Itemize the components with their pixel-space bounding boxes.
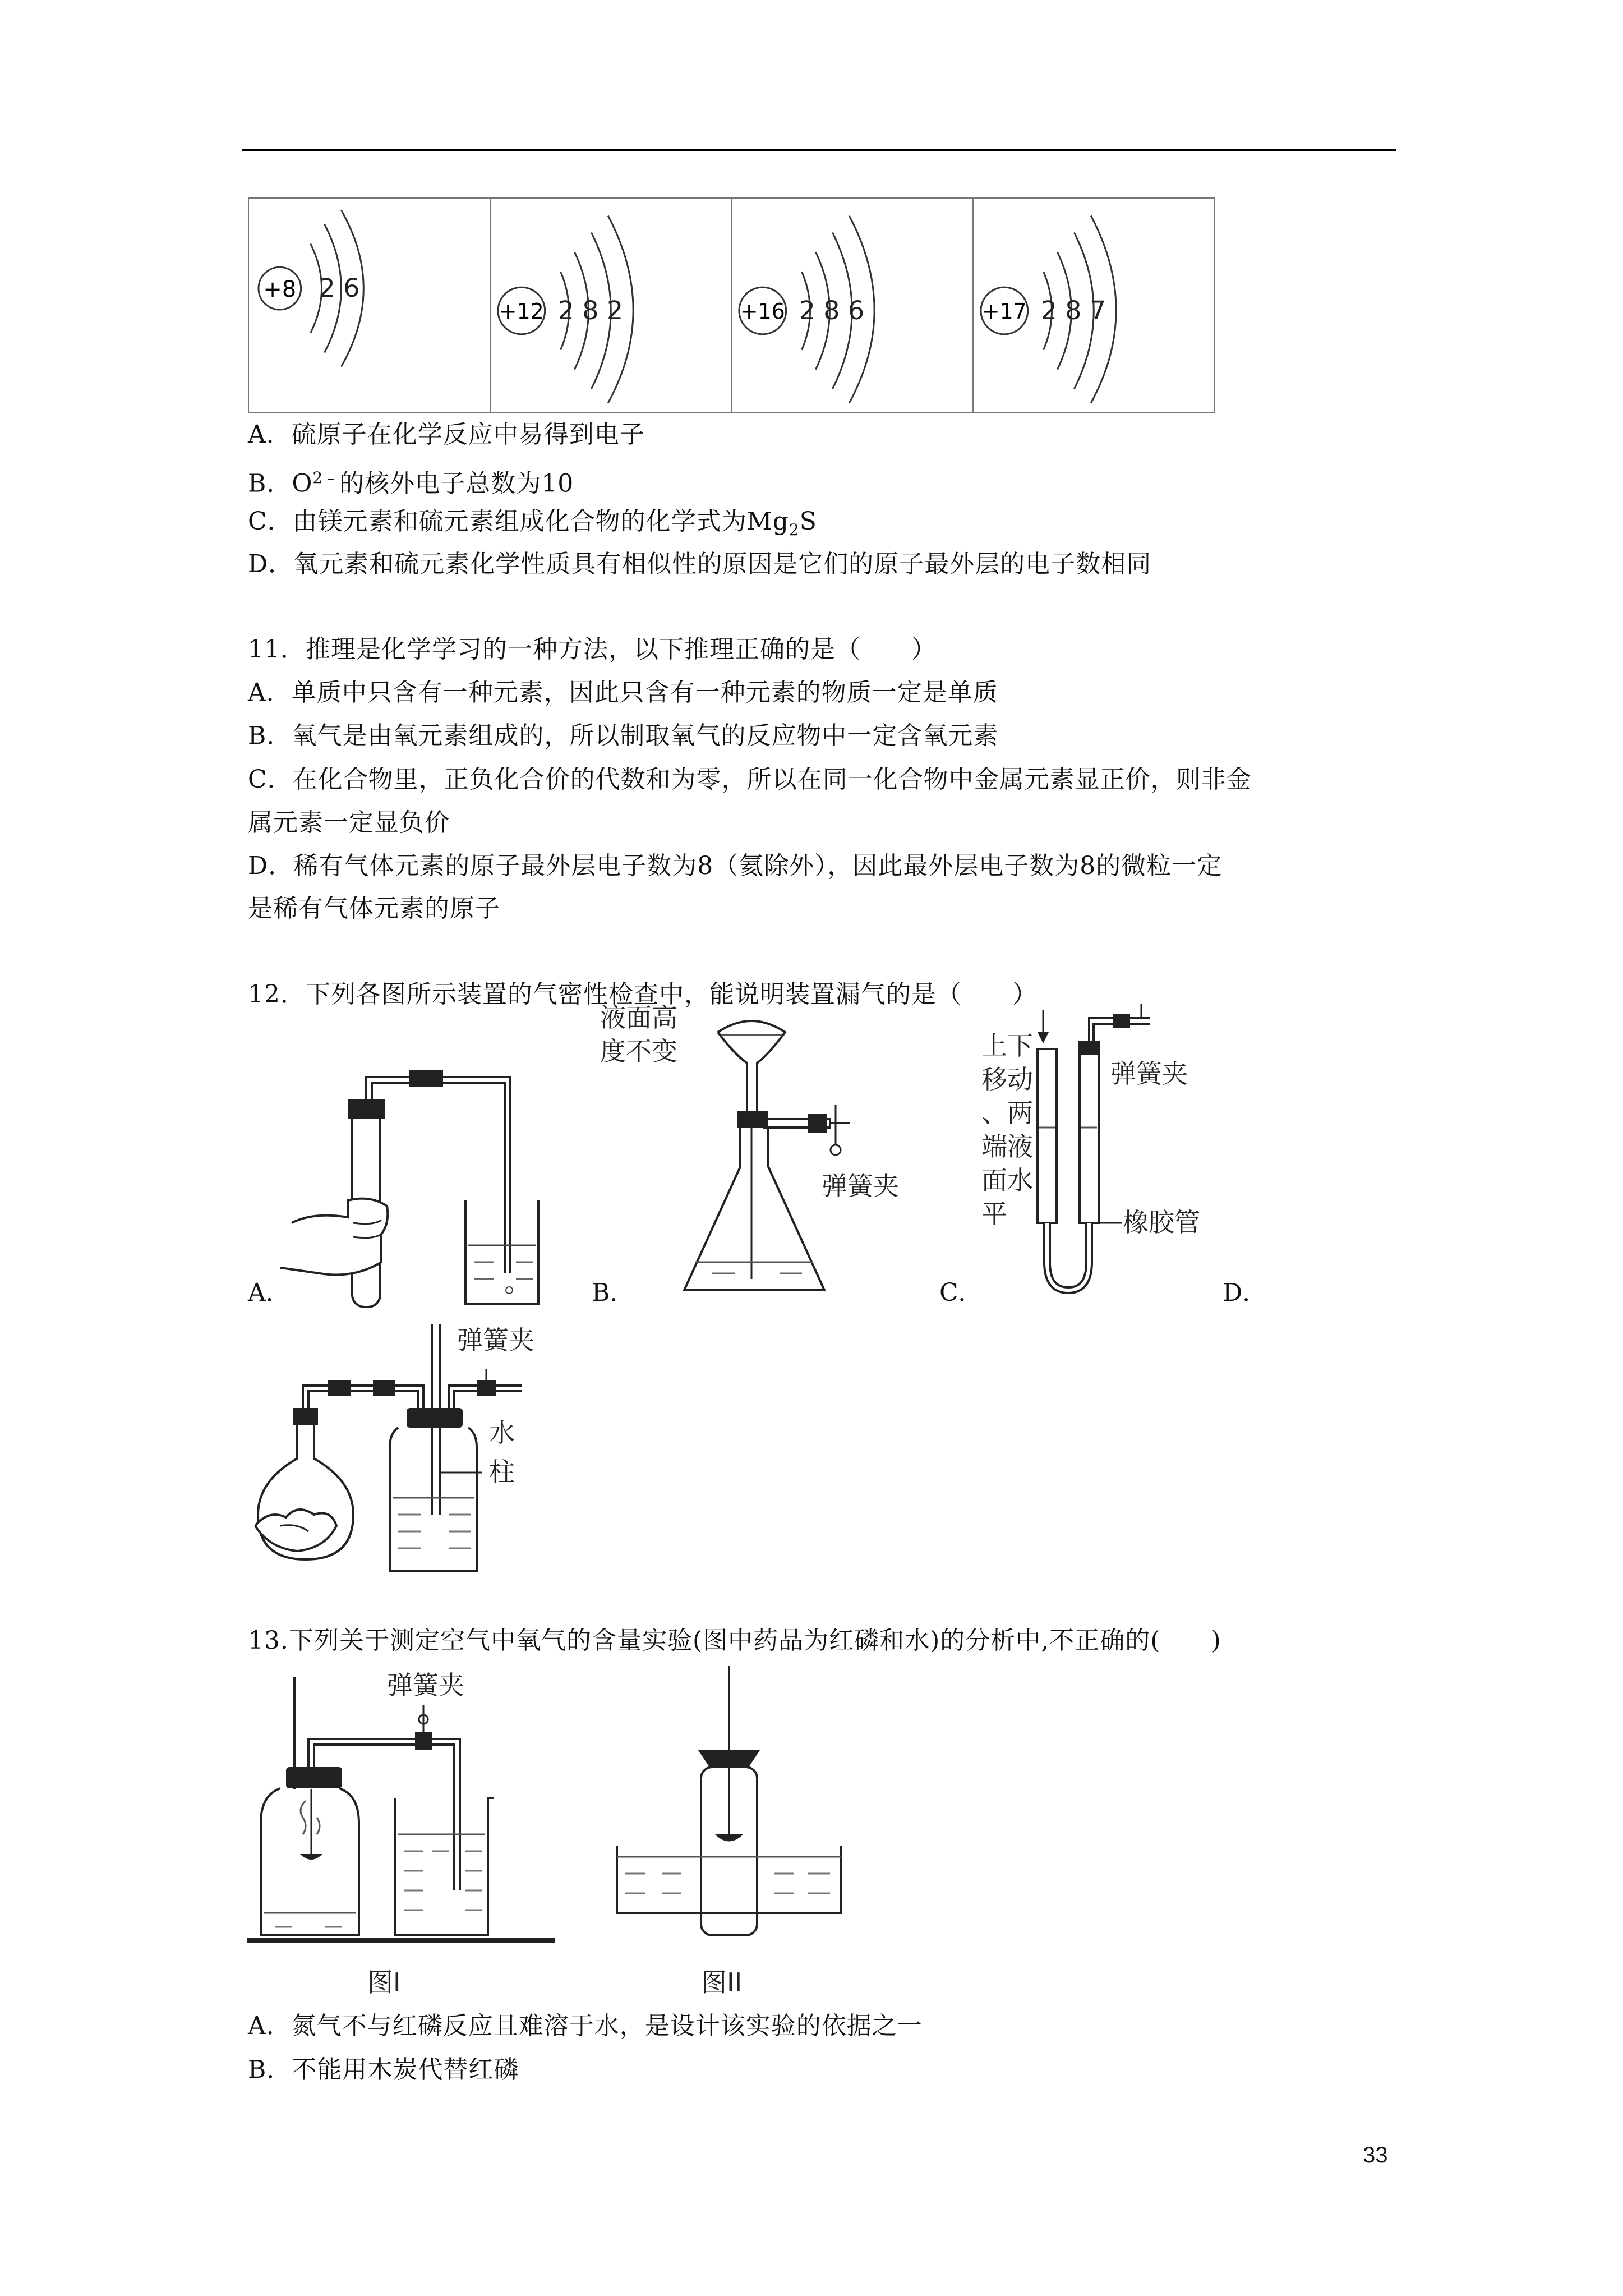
q12-b-clip-label: 弹簧夹 xyxy=(822,1171,899,1201)
q11-option-b: B．氧气是由氧元素组成的，所以制取氧气的反应物中一定含氧元素 xyxy=(248,721,999,750)
q12-c-label-3: 、两 xyxy=(981,1098,1033,1128)
electron-shells: 2 8 7 xyxy=(1040,295,1106,325)
q12-b-label-line1: 液面高 xyxy=(600,1002,677,1033)
electron-shells: 2 8 6 xyxy=(799,295,865,325)
q12-figure-b xyxy=(600,999,937,1313)
electron-shells: 2 6 xyxy=(319,273,360,303)
q12-c-label-1: 上下 xyxy=(981,1030,1033,1061)
q12-figure-a xyxy=(269,1055,561,1313)
header-rule xyxy=(242,149,1396,151)
q12-c-label-2: 移动 xyxy=(981,1064,1033,1094)
q11-option-d-line2: 是稀有气体元素的原子 xyxy=(248,894,500,923)
q11-option-c-line1: C．在化合物里，正负化合价的代数和为零，所以在同一化合物中金属元素显正价，则非金 xyxy=(248,765,1252,794)
atom-diagram-sulfur xyxy=(732,199,972,412)
electron-shells: 2 8 2 xyxy=(557,295,623,325)
q12-c-label-5: 面水 xyxy=(981,1165,1033,1195)
q11-option-a: A．单质中只含有一种元素，因此只含有一种元素的物质一定是单质 xyxy=(248,678,998,707)
q12-option-d-label: D． xyxy=(1223,1278,1267,1307)
q13-figure-1-caption: 图I xyxy=(367,1967,401,1998)
q10-option-c: C．由镁元素和硫元素组成化合物的化学式为$Mg_2S$ xyxy=(248,507,817,539)
q12-c-tube-label: 橡胶管 xyxy=(1123,1207,1200,1237)
atom-cell-oxygen xyxy=(249,199,491,412)
q13-figure-1 xyxy=(247,1666,583,2003)
q12-b-label-line2: 度不变 xyxy=(600,1036,677,1066)
q12-option-c-label: C． xyxy=(939,1278,983,1307)
q10-option-b: B．$O^{2﹣}$的核外电子总数为10 xyxy=(248,468,574,498)
q12-c-label-4: 端液 xyxy=(981,1131,1033,1162)
q12-option-a-label: A． xyxy=(248,1278,291,1307)
page-number: 33 xyxy=(1363,2143,1388,2168)
q12-figure-c xyxy=(981,999,1273,1313)
atom-diagram-chlorine xyxy=(974,199,1214,412)
q12-stem: 12．下列各图所示装置的气密性检查中，能说明装置漏气的是（ ） xyxy=(248,980,1038,1009)
q13-option-a: A．氮气不与红磷反应且难溶于水，是设计该实验的依据之一 xyxy=(248,2012,923,2040)
q12-option-b-label: B． xyxy=(592,1278,635,1307)
q12-d-water-label-2: 柱 xyxy=(489,1457,515,1487)
q11-option-d-line1: D．稀有气体元素的原子最外层电子数为8（氦除外），因此最外层电子数为8的微粒一定 xyxy=(248,852,1223,880)
q12-c-clip-label: 弹簧夹 xyxy=(1110,1059,1188,1089)
q12-d-water-label-1: 水 xyxy=(489,1418,515,1448)
atom-cell-sulfur xyxy=(732,199,974,412)
nucleus-charge: +17 xyxy=(981,298,1027,324)
q13-figure-2 xyxy=(606,1666,869,2003)
atom-cell-chlorine xyxy=(974,199,1214,412)
atom-structure-table xyxy=(248,197,1215,413)
nucleus-charge: +12 xyxy=(499,298,544,324)
q13-option-b: B．不能用木炭代替红磷 xyxy=(248,2055,519,2084)
atom-diagram-oxygen xyxy=(249,199,490,412)
q13-clip-label: 弹簧夹 xyxy=(387,1670,464,1700)
q13-figure-2-caption: 图II xyxy=(701,1967,743,1998)
q12-c-label-6: 平 xyxy=(981,1199,1007,1229)
q10-option-d: D．氧元素和硫元素化学性质具有相似性的原因是它们的原子最外层的电子数相同 xyxy=(248,550,1152,578)
q12-d-clip-label: 弹簧夹 xyxy=(457,1325,534,1355)
nucleus-charge: +8 xyxy=(263,277,297,303)
atom-cell-magnesium xyxy=(491,199,732,412)
atom-diagram-magnesium xyxy=(491,199,731,412)
q13-stem: 13.下列关于测定空气中氧气的含量实验(图中药品为红磷和水)的分析中,不正确的( ) xyxy=(248,1626,1221,1655)
q11-option-c-line2: 属元素一定显负价 xyxy=(248,808,450,837)
nucleus-charge: +16 xyxy=(740,298,785,324)
q10-option-a: A．硫原子在化学反应中易得到电子 xyxy=(248,420,645,449)
q11-stem: 11．推理是化学学习的一种方法，以下推理正确的是（ ） xyxy=(248,635,937,664)
q12-figure-d xyxy=(247,1324,583,1582)
